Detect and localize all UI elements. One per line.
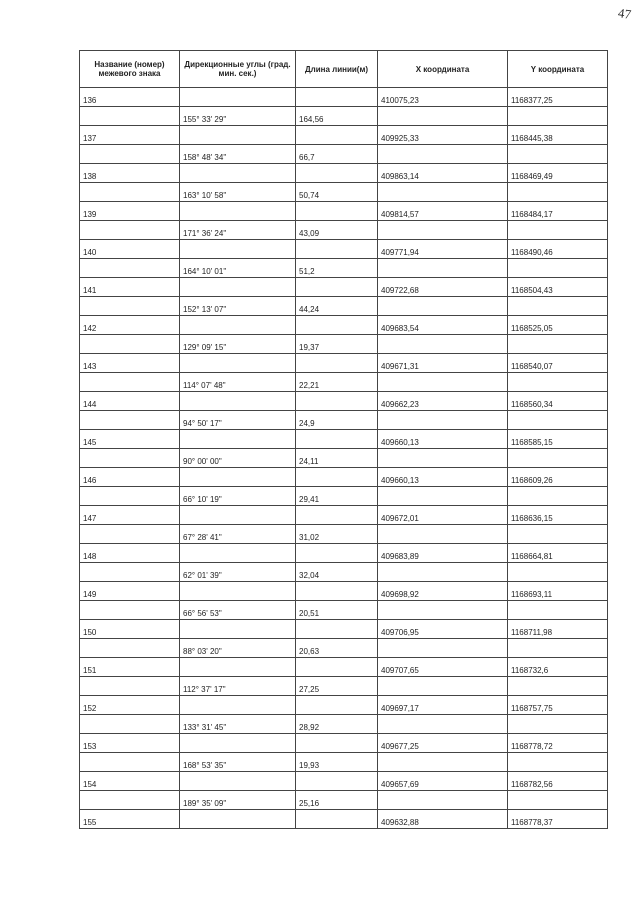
x-coordinate: 409706,95 [378, 620, 508, 639]
segment-row [80, 601, 608, 620]
empty-cell [80, 145, 180, 164]
empty-cell [80, 563, 180, 582]
empty-cell [508, 639, 608, 658]
empty-cell [296, 88, 378, 107]
y-coordinate: 1168585,15 [508, 430, 608, 449]
y-coordinate: 1168664,81 [508, 544, 608, 563]
empty-cell [80, 411, 180, 430]
direction-angle: 88° 03' 20" [180, 639, 296, 658]
empty-cell [180, 696, 296, 715]
empty-cell [378, 753, 508, 772]
empty-cell [180, 126, 296, 145]
empty-cell [80, 677, 180, 696]
header-x-coordinate: X координата [378, 51, 508, 88]
point-name: 145 [80, 430, 180, 449]
segment-row [80, 373, 608, 392]
x-coordinate: 409671,31 [378, 354, 508, 373]
empty-cell [296, 544, 378, 563]
empty-cell [296, 772, 378, 791]
direction-angle: 67° 28' 41" [180, 525, 296, 544]
point-row [80, 582, 608, 601]
empty-cell [296, 202, 378, 221]
empty-cell [80, 601, 180, 620]
empty-cell [378, 183, 508, 202]
y-coordinate: 1168469,49 [508, 164, 608, 183]
line-length: 51,2 [296, 259, 378, 278]
empty-cell [508, 449, 608, 468]
point-name: 150 [80, 620, 180, 639]
x-coordinate: 409662,23 [378, 392, 508, 411]
direction-angle: 94° 50' 17" [180, 411, 296, 430]
direction-angle: 129° 09' 15" [180, 335, 296, 354]
y-coordinate: 1168778,37 [508, 810, 608, 829]
segment-row [80, 449, 608, 468]
empty-cell [378, 677, 508, 696]
empty-cell [378, 639, 508, 658]
empty-cell [296, 392, 378, 411]
segment-row [80, 791, 608, 810]
empty-cell [180, 468, 296, 487]
empty-cell [80, 715, 180, 734]
direction-angle: 90° 00' 00" [180, 449, 296, 468]
point-row [80, 734, 608, 753]
x-coordinate: 409814,57 [378, 202, 508, 221]
x-coordinate: 409863,14 [378, 164, 508, 183]
point-name: 155 [80, 810, 180, 829]
point-name: 153 [80, 734, 180, 753]
segment-row [80, 563, 608, 582]
empty-cell [180, 734, 296, 753]
empty-cell [378, 791, 508, 810]
x-coordinate: 409707,65 [378, 658, 508, 677]
point-row [80, 202, 608, 221]
point-row [80, 240, 608, 259]
empty-cell [180, 506, 296, 525]
y-coordinate: 1168560,34 [508, 392, 608, 411]
direction-angle: 62° 01' 39" [180, 563, 296, 582]
point-row [80, 164, 608, 183]
line-length: 19,37 [296, 335, 378, 354]
empty-cell [508, 259, 608, 278]
segment-row [80, 525, 608, 544]
line-length: 164,56 [296, 107, 378, 126]
empty-cell [80, 791, 180, 810]
segment-row [80, 221, 608, 240]
empty-cell [80, 487, 180, 506]
segment-row [80, 297, 608, 316]
empty-cell [378, 487, 508, 506]
empty-cell [296, 506, 378, 525]
empty-cell [180, 392, 296, 411]
segment-row [80, 259, 608, 278]
line-length: 24,11 [296, 449, 378, 468]
x-coordinate: 410075,23 [378, 88, 508, 107]
x-coordinate: 409698,92 [378, 582, 508, 601]
empty-cell [180, 772, 296, 791]
empty-cell [180, 544, 296, 563]
y-coordinate: 1168504,43 [508, 278, 608, 297]
segment-row [80, 145, 608, 164]
empty-cell [508, 601, 608, 620]
empty-cell [180, 202, 296, 221]
empty-cell [180, 582, 296, 601]
empty-cell [80, 373, 180, 392]
empty-cell [180, 658, 296, 677]
empty-cell [378, 449, 508, 468]
segment-row [80, 487, 608, 506]
empty-cell [296, 810, 378, 829]
point-name: 147 [80, 506, 180, 525]
empty-cell [80, 297, 180, 316]
line-length: 44,24 [296, 297, 378, 316]
x-coordinate: 409771,94 [378, 240, 508, 259]
empty-cell [296, 620, 378, 639]
empty-cell [80, 259, 180, 278]
empty-cell [508, 753, 608, 772]
boundary-points-table [79, 50, 608, 829]
direction-angle: 152° 13' 07" [180, 297, 296, 316]
line-length: 50,74 [296, 183, 378, 202]
x-coordinate: 409660,13 [378, 468, 508, 487]
point-name: 137 [80, 126, 180, 145]
point-row [80, 354, 608, 373]
empty-cell [508, 411, 608, 430]
empty-cell [378, 601, 508, 620]
direction-angle: 171° 36' 24" [180, 221, 296, 240]
empty-cell [180, 810, 296, 829]
point-row [80, 620, 608, 639]
y-coordinate: 1168782,56 [508, 772, 608, 791]
line-length: 66,7 [296, 145, 378, 164]
empty-cell [296, 734, 378, 753]
line-length: 20,63 [296, 639, 378, 658]
point-name: 146 [80, 468, 180, 487]
point-name: 140 [80, 240, 180, 259]
empty-cell [508, 373, 608, 392]
x-coordinate: 409677,25 [378, 734, 508, 753]
segment-row [80, 183, 608, 202]
empty-cell [296, 316, 378, 335]
y-coordinate: 1168490,46 [508, 240, 608, 259]
empty-cell [378, 715, 508, 734]
empty-cell [80, 335, 180, 354]
empty-cell [508, 221, 608, 240]
empty-cell [508, 791, 608, 810]
line-length: 27,25 [296, 677, 378, 696]
point-row [80, 468, 608, 487]
x-coordinate: 409697,17 [378, 696, 508, 715]
direction-angle: 155° 33' 29" [180, 107, 296, 126]
x-coordinate: 409632,88 [378, 810, 508, 829]
empty-cell [80, 449, 180, 468]
point-name: 144 [80, 392, 180, 411]
empty-cell [378, 373, 508, 392]
header-y-coordinate: Y координата [508, 51, 608, 88]
line-length: 32,04 [296, 563, 378, 582]
empty-cell [296, 582, 378, 601]
y-coordinate: 1168609,26 [508, 468, 608, 487]
empty-cell [296, 468, 378, 487]
line-length: 19,93 [296, 753, 378, 772]
direction-angle: 168° 53' 35" [180, 753, 296, 772]
line-length: 25,16 [296, 791, 378, 810]
empty-cell [378, 107, 508, 126]
empty-cell [180, 354, 296, 373]
empty-cell [180, 88, 296, 107]
point-row [80, 658, 608, 677]
direction-angle: 114° 07' 48" [180, 373, 296, 392]
y-coordinate: 1168445,38 [508, 126, 608, 145]
empty-cell [378, 221, 508, 240]
segment-row [80, 715, 608, 734]
point-name: 151 [80, 658, 180, 677]
empty-cell [508, 297, 608, 316]
y-coordinate: 1168484,17 [508, 202, 608, 221]
point-name: 148 [80, 544, 180, 563]
x-coordinate: 409657,69 [378, 772, 508, 791]
direction-angle: 158° 48' 34" [180, 145, 296, 164]
point-name: 142 [80, 316, 180, 335]
point-name: 149 [80, 582, 180, 601]
point-name: 138 [80, 164, 180, 183]
empty-cell [80, 525, 180, 544]
direction-angle: 112° 37' 17" [180, 677, 296, 696]
empty-cell [80, 639, 180, 658]
point-row [80, 392, 608, 411]
x-coordinate: 409925,33 [378, 126, 508, 145]
y-coordinate: 1168711,98 [508, 620, 608, 639]
x-coordinate: 409722,68 [378, 278, 508, 297]
empty-cell [508, 107, 608, 126]
empty-cell [296, 126, 378, 145]
empty-cell [508, 677, 608, 696]
segment-row [80, 677, 608, 696]
empty-cell [296, 164, 378, 183]
point-row [80, 316, 608, 335]
line-length: 43,09 [296, 221, 378, 240]
empty-cell [180, 430, 296, 449]
empty-cell [296, 658, 378, 677]
empty-cell [180, 316, 296, 335]
point-row [80, 430, 608, 449]
line-length: 20,51 [296, 601, 378, 620]
segment-row [80, 639, 608, 658]
x-coordinate: 409672,01 [378, 506, 508, 525]
empty-cell [80, 107, 180, 126]
y-coordinate: 1168778,72 [508, 734, 608, 753]
direction-angle: 133° 31' 45" [180, 715, 296, 734]
line-length: 28,92 [296, 715, 378, 734]
page-number-mark: 47 [617, 5, 633, 22]
segment-row [80, 753, 608, 772]
empty-cell [508, 145, 608, 164]
segment-row [80, 107, 608, 126]
empty-cell [180, 164, 296, 183]
empty-cell [180, 620, 296, 639]
empty-cell [378, 525, 508, 544]
point-name: 141 [80, 278, 180, 297]
direction-angle: 66° 10' 19" [180, 487, 296, 506]
line-length: 29,41 [296, 487, 378, 506]
empty-cell [296, 430, 378, 449]
y-coordinate: 1168636,15 [508, 506, 608, 525]
point-row [80, 810, 608, 829]
point-row [80, 88, 608, 107]
point-row [80, 544, 608, 563]
point-row [80, 772, 608, 791]
direction-angle: 164° 10' 01" [180, 259, 296, 278]
x-coordinate: 409660,13 [378, 430, 508, 449]
line-length: 31,02 [296, 525, 378, 544]
header-line-length: Длина линии(м) [296, 51, 378, 88]
empty-cell [508, 183, 608, 202]
empty-cell [508, 335, 608, 354]
point-row [80, 506, 608, 525]
empty-cell [378, 259, 508, 278]
x-coordinate: 409683,54 [378, 316, 508, 335]
empty-cell [378, 335, 508, 354]
direction-angle: 189° 35' 09" [180, 791, 296, 810]
empty-cell [508, 525, 608, 544]
empty-cell [296, 278, 378, 297]
segment-row [80, 335, 608, 354]
empty-cell [296, 354, 378, 373]
empty-cell [378, 145, 508, 164]
table-header-row [80, 51, 608, 88]
y-coordinate: 1168377,25 [508, 88, 608, 107]
empty-cell [80, 183, 180, 202]
segment-row [80, 411, 608, 430]
point-row [80, 278, 608, 297]
point-name: 154 [80, 772, 180, 791]
point-name: 143 [80, 354, 180, 373]
point-name: 139 [80, 202, 180, 221]
empty-cell [80, 221, 180, 240]
y-coordinate: 1168525,05 [508, 316, 608, 335]
empty-cell [508, 563, 608, 582]
y-coordinate: 1168693,11 [508, 582, 608, 601]
direction-angle: 163° 10' 58" [180, 183, 296, 202]
empty-cell [378, 563, 508, 582]
direction-angle: 66° 56' 53" [180, 601, 296, 620]
empty-cell [508, 487, 608, 506]
line-length: 24,9 [296, 411, 378, 430]
point-name: 152 [80, 696, 180, 715]
y-coordinate: 1168732,6 [508, 658, 608, 677]
empty-cell [378, 411, 508, 430]
y-coordinate: 1168757,75 [508, 696, 608, 715]
empty-cell [296, 240, 378, 259]
point-row [80, 696, 608, 715]
empty-cell [180, 278, 296, 297]
empty-cell [296, 696, 378, 715]
empty-cell [378, 297, 508, 316]
empty-cell [508, 715, 608, 734]
point-name: 136 [80, 88, 180, 107]
empty-cell [180, 240, 296, 259]
header-point-name: Название (номер) межевого знака [80, 51, 180, 88]
table-body [80, 88, 608, 829]
empty-cell [80, 753, 180, 772]
y-coordinate: 1168540,07 [508, 354, 608, 373]
x-coordinate: 409683,89 [378, 544, 508, 563]
line-length: 22,21 [296, 373, 378, 392]
header-direction-angle: Дирекционные углы (град. мин. сек.) [180, 51, 296, 88]
point-row [80, 126, 608, 145]
